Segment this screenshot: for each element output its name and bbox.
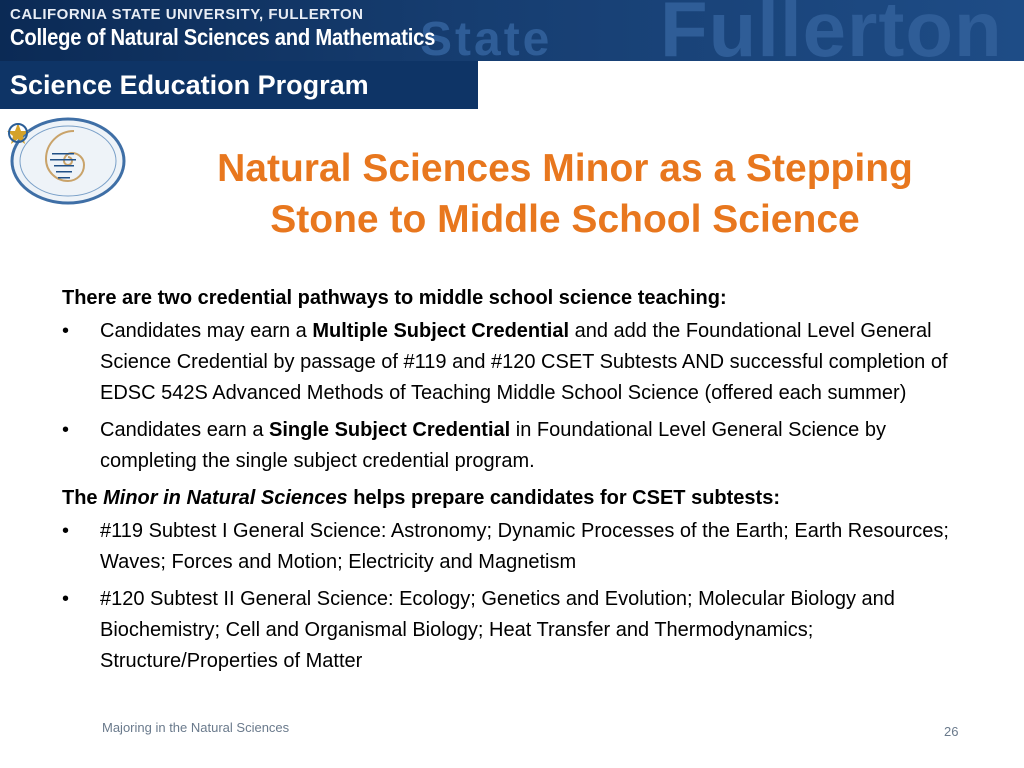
bullet-icon: • <box>62 520 70 542</box>
section-2-lead-post: helps prepare candidates for CSET subtests: <box>347 487 780 509</box>
header-banner <box>0 0 1024 61</box>
nautilus-seal-icon <box>4 113 126 205</box>
bullet-text-post: in Foundational Level General Science by completing the single subject credential program. <box>100 419 886 472</box>
bullet-text-pre: Candidates may earn a <box>100 320 313 342</box>
slide-title-line-2: Stone to Middle School Science <box>270 198 860 241</box>
banner-watermark-state: State <box>420 13 553 61</box>
section-1-lead: There are two credential pathways to middle school science teaching: <box>62 287 727 309</box>
bullet-text: #120 Subtest II General Science: Ecology; Genetics and Evolution; Molecular Biology and Biochemistry; Cell and Organismal Biology; Heat Transfer and Thermodynamics; Structure/Properties of Matter <box>100 588 895 672</box>
list-item <box>62 316 967 409</box>
section-2-bullets <box>62 516 967 677</box>
section-2-lead-italic: Minor in Natural Sciences <box>103 487 348 509</box>
bullet-text-bold: Multiple Subject Credential <box>312 320 570 342</box>
bullet-icon: • <box>62 588 70 610</box>
bullet-text-pre: Candidates earn a <box>100 419 270 441</box>
slide-title-line-1: Natural Sciences Minor as a Stepping <box>217 147 913 190</box>
section-2-lead <box>62 483 967 514</box>
list-item <box>62 415 967 477</box>
bullet-text-post: and add the Foundational Level General Science Credential by passage of #119 and #120 CSET Subtests AND successful completion of EDSC 542S Advanced Methods of Teaching Middle School Science (offered each summer) <box>100 320 948 404</box>
footer-text: Majoring in the Natural Sciences <box>102 720 290 735</box>
section-1-bullets <box>62 316 967 477</box>
banner-watermark-fullerton: Fullerton <box>660 0 1003 61</box>
section-2-lead-pre: The <box>62 487 104 509</box>
slide-body <box>62 283 967 683</box>
page-number: 26 <box>944 724 959 739</box>
bullet-text-bold: Single Subject Credential <box>269 419 511 441</box>
list-item <box>62 584 967 677</box>
program-name: Science Education Program <box>10 70 369 100</box>
college-name: College of Natural Sciences and Mathematics <box>10 24 436 50</box>
university-name: CALIFORNIA STATE UNIVERSITY, FULLERTON <box>10 6 364 23</box>
bullet-icon: • <box>62 320 70 342</box>
list-item <box>62 516 967 578</box>
slide-title <box>140 143 990 245</box>
bullet-icon: • <box>62 419 70 441</box>
program-label-box <box>0 61 478 109</box>
bullet-text: #119 Subtest I General Science: Astronomy; Dynamic Processes of the Earth; Earth Resources; Waves; Forces and Motion; Electricity and Magnetism <box>100 520 949 573</box>
